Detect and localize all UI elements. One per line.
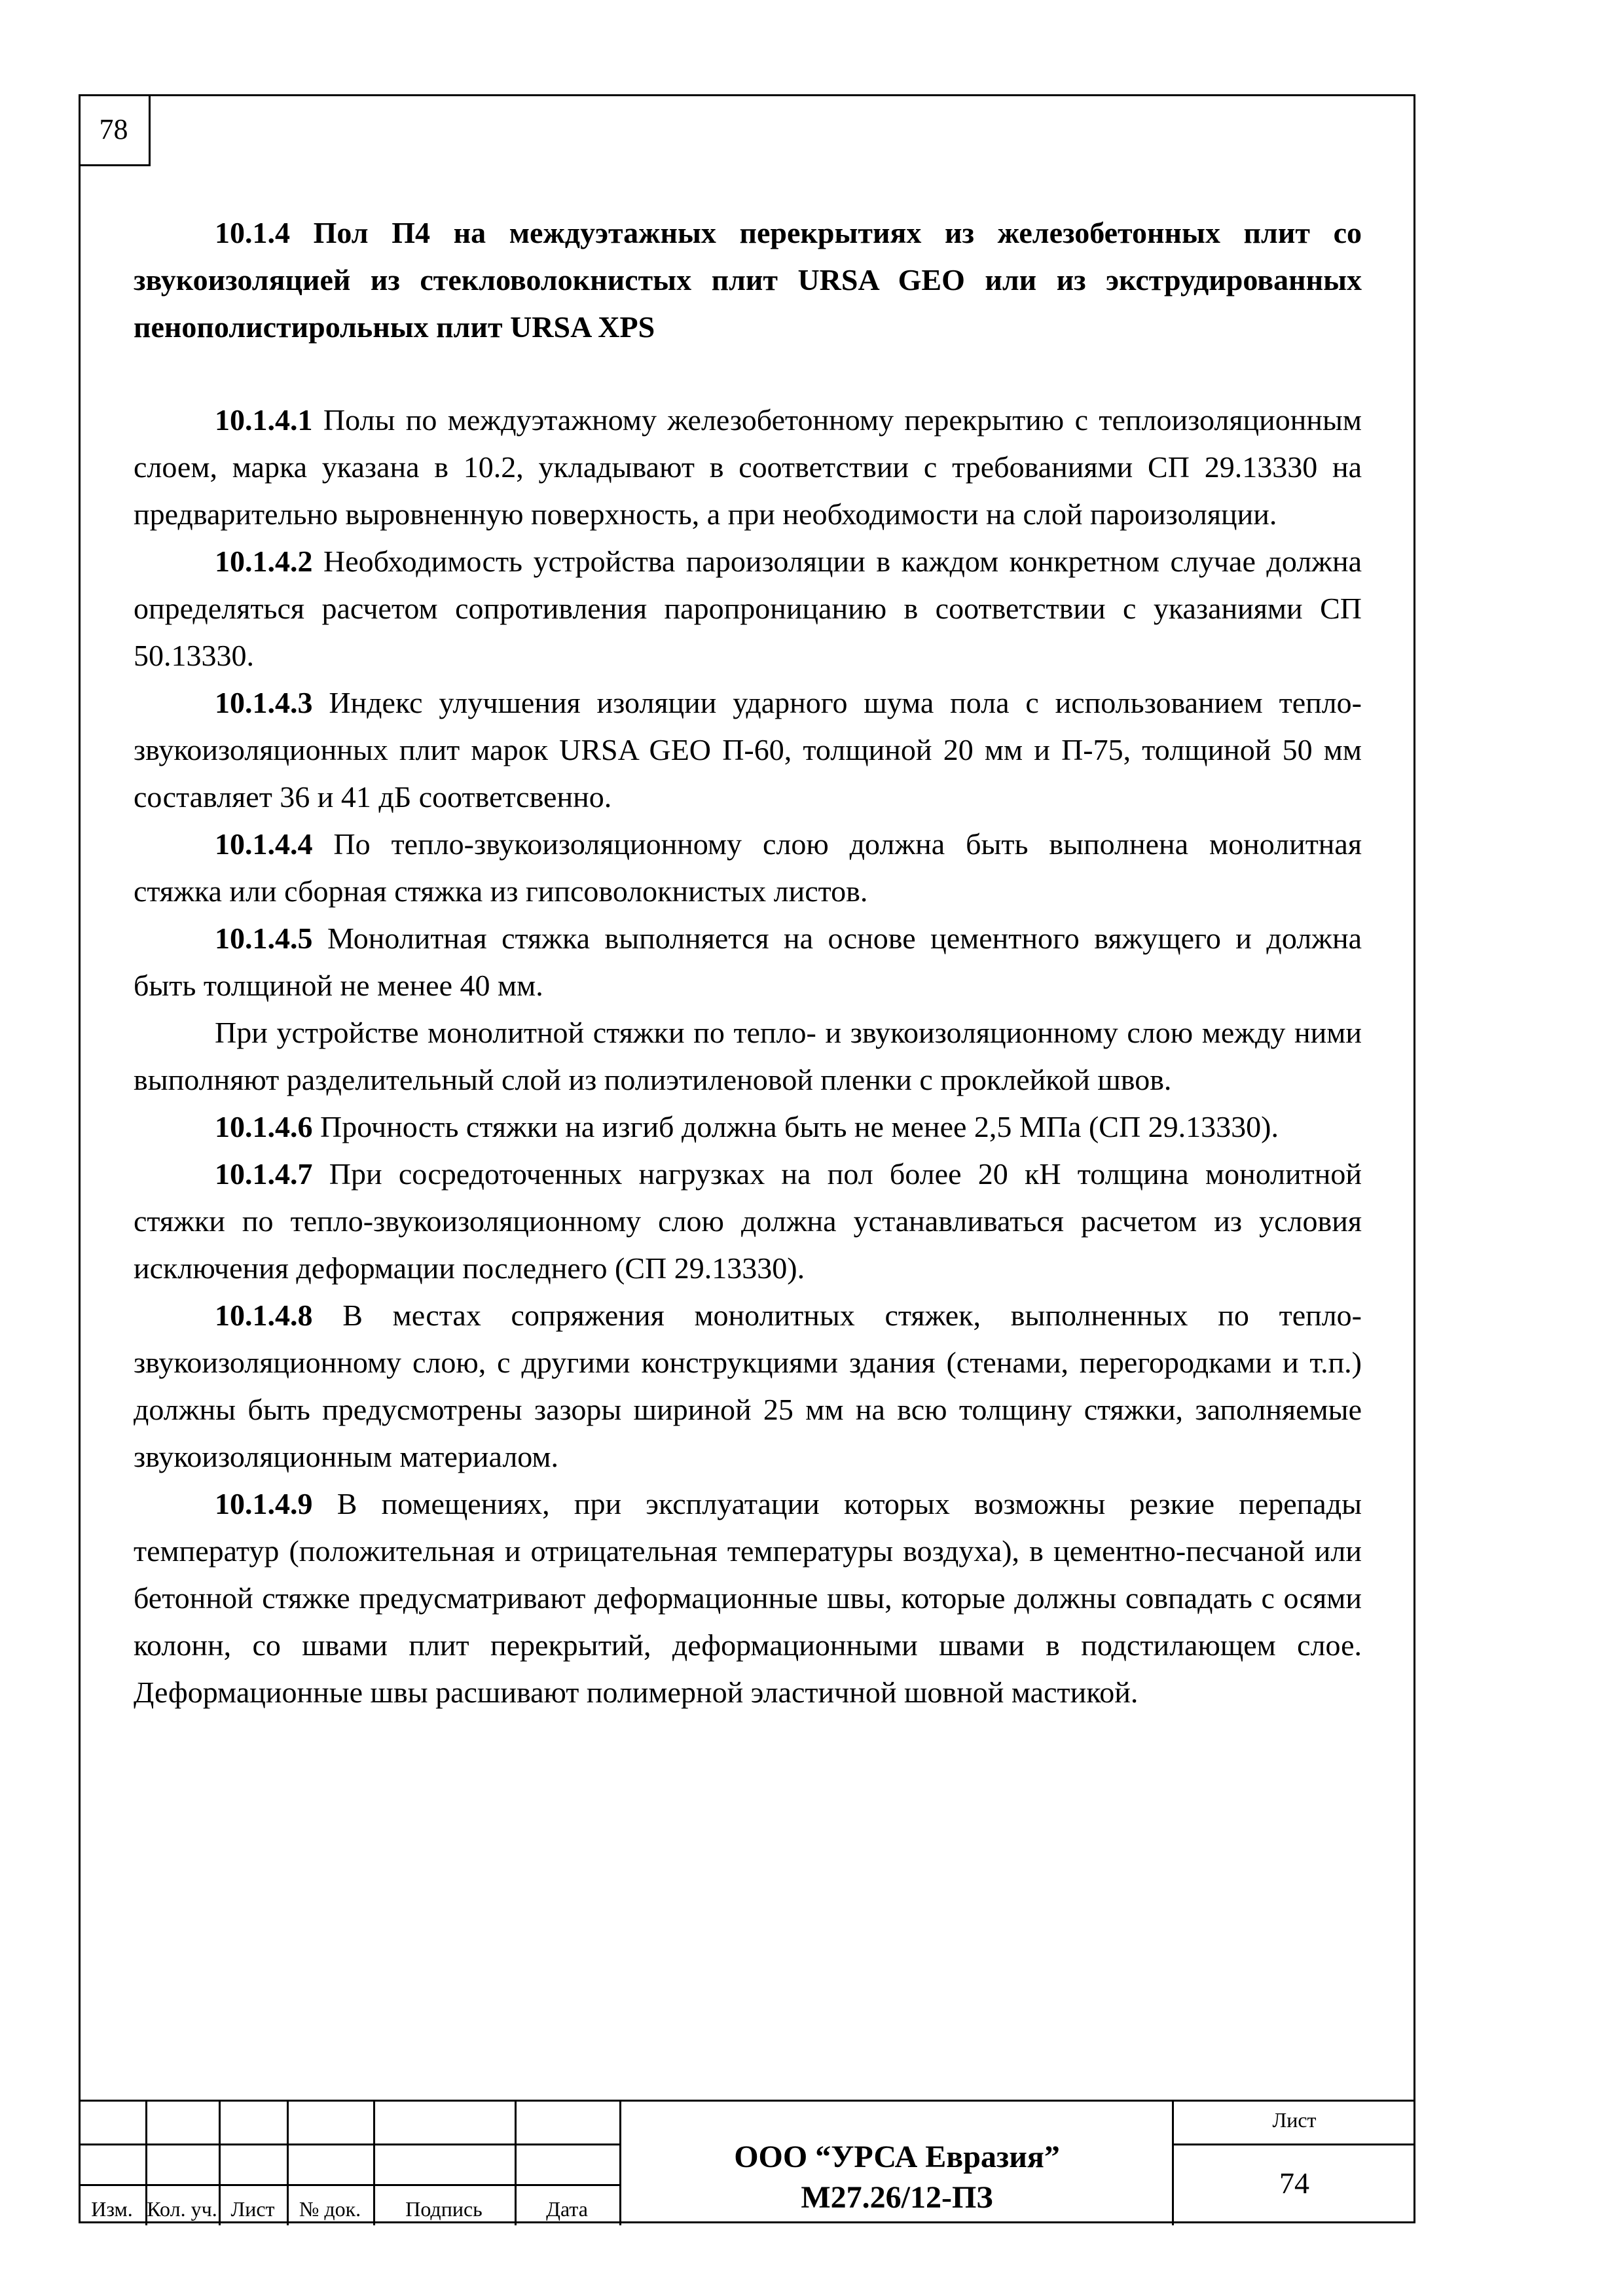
section-heading: 10.1.4 Пол П4 на междуэтажных перекрытиях из железобетонных плит со звукоизоляцией из стекловолокнистых плит URSA GEO или из экструдированных пенополистирольных плит URSA XPS bbox=[134, 216, 1362, 344]
organization-name: ООО “УРСА Евразия” bbox=[734, 2140, 1060, 2174]
page-corner-number: 78 bbox=[79, 94, 151, 166]
col-izm: Изм. bbox=[91, 2197, 133, 2221]
paragraph-text: Полы по междуэтажному железобетонному перекрытию с теплоизоляционным слоем, марка указана в 10.2, укладывают в соответствии с требованиями СП 29.13330 на предварительно выровненную поверхность, а при необходимости на слой пароизоляции. bbox=[134, 403, 1362, 531]
paragraph bbox=[134, 1480, 1362, 1716]
paragraph-number: 10.1.4.1 bbox=[215, 403, 313, 437]
paragraph-text: При устройстве монолитной стяжки по тепло- и звукоизоляционному слою между ними выполняют разделительный слой из полиэтиленовой пленки с проклейкой швов. bbox=[134, 1016, 1362, 1096]
col-doc-number: № док. bbox=[299, 2197, 361, 2221]
paragraph bbox=[134, 679, 1362, 821]
paragraph-number: 10.1.4.4 bbox=[215, 827, 313, 861]
paragraph bbox=[134, 915, 1362, 1009]
paragraph bbox=[134, 1103, 1362, 1151]
paragraph-text: Индекс улучшения изоляции ударного шума пола с использованием тепло- звукоизоляционных плит марок URSA GEO П-60, толщиной 20 мм и П-75, толщиной 50 мм составляет 36 и 41 дБ соответсвенно. bbox=[134, 686, 1362, 814]
organization-block bbox=[621, 2137, 1173, 2218]
sheet-number: 74 bbox=[1279, 2166, 1309, 2200]
col-list: Лист bbox=[230, 2197, 275, 2221]
paragraph-text: В помещениях, при эксплуатации которых возможны резкие перепады температур (положительная и отрицательная температуры воздуха), в цементно-песчаной или бетонной стяжке предусматривают деформационные швы, которые должны совпадать с осями колонн, со швами плит перекрытий, деформационными швами в подстилающем слое. Деформационные швы расшивают полимерной эластичной шовной мастикой. bbox=[134, 1487, 1362, 1709]
paragraph bbox=[134, 538, 1362, 679]
paragraph-text: В местах сопряжения монолитных стяжек, выполненных по тепло-звукоизоляционному слою, с другими конструкциями здания (стенами, перегородками и т.п.) должны быть предусмотрены зазоры шириной 25 мм на всю толщину стяжки, заполняемые звукоизоляционным материалом. bbox=[134, 1299, 1362, 1473]
paragraph bbox=[134, 1009, 1362, 1103]
paragraph-number: 10.1.4.5 bbox=[215, 922, 313, 955]
sheet-label: Лист bbox=[1272, 2108, 1317, 2132]
paragraph-number: 10.1.4.3 bbox=[215, 686, 313, 719]
col-date: Дата bbox=[546, 2197, 588, 2221]
paragraph-text: Прочность стяжки на изгиб должна быть не менее 2,5 МПа (СП 29.13330). bbox=[312, 1110, 1279, 1143]
paragraph-number: 10.1.4.7 bbox=[215, 1157, 313, 1191]
paragraph-text: По тепло-звукоизоляционному слою должна быть выполнена монолитная стяжка или сборная стяжка из гипсоволокнистых листов. bbox=[134, 827, 1362, 908]
paragraph bbox=[134, 1292, 1362, 1480]
paragraph-number: 10.1.4.8 bbox=[215, 1299, 313, 1332]
paragraph-text: Необходимость устройства пароизоляции в каждом конкретном случае должна определяться расчетом сопротивления паропроницанию в соответствии с указаниями СП 50.13330. bbox=[134, 545, 1362, 672]
paragraph-text: Монолитная стяжка выполняется на основе цементного вяжущего и должна быть толщиной не менее 40 мм. bbox=[134, 922, 1362, 1002]
paragraph-number: 10.1.4.6 bbox=[215, 1110, 313, 1143]
paragraph-number: 10.1.4.2 bbox=[215, 545, 313, 578]
paragraph bbox=[134, 821, 1362, 915]
document-body bbox=[134, 209, 1362, 1716]
paragraph-list bbox=[134, 397, 1362, 1716]
title-block bbox=[79, 2100, 1415, 2223]
paragraph-number: 10.1.4.9 bbox=[215, 1487, 313, 1520]
col-signature: Подпись bbox=[405, 2197, 483, 2221]
paragraph-text: При сосредоточенных нагрузках на пол более 20 кН толщина монолитной стяжки по тепло-звукоизоляционному слою должна устанавливаться расчетом из условия исключения деформации последнего (СП 29.13330). bbox=[134, 1157, 1362, 1285]
paragraph bbox=[134, 1151, 1362, 1292]
col-kol-uch: Кол. уч. bbox=[147, 2197, 217, 2221]
document-code: М27.26/12-ПЗ bbox=[801, 2180, 993, 2215]
paragraph bbox=[134, 397, 1362, 538]
